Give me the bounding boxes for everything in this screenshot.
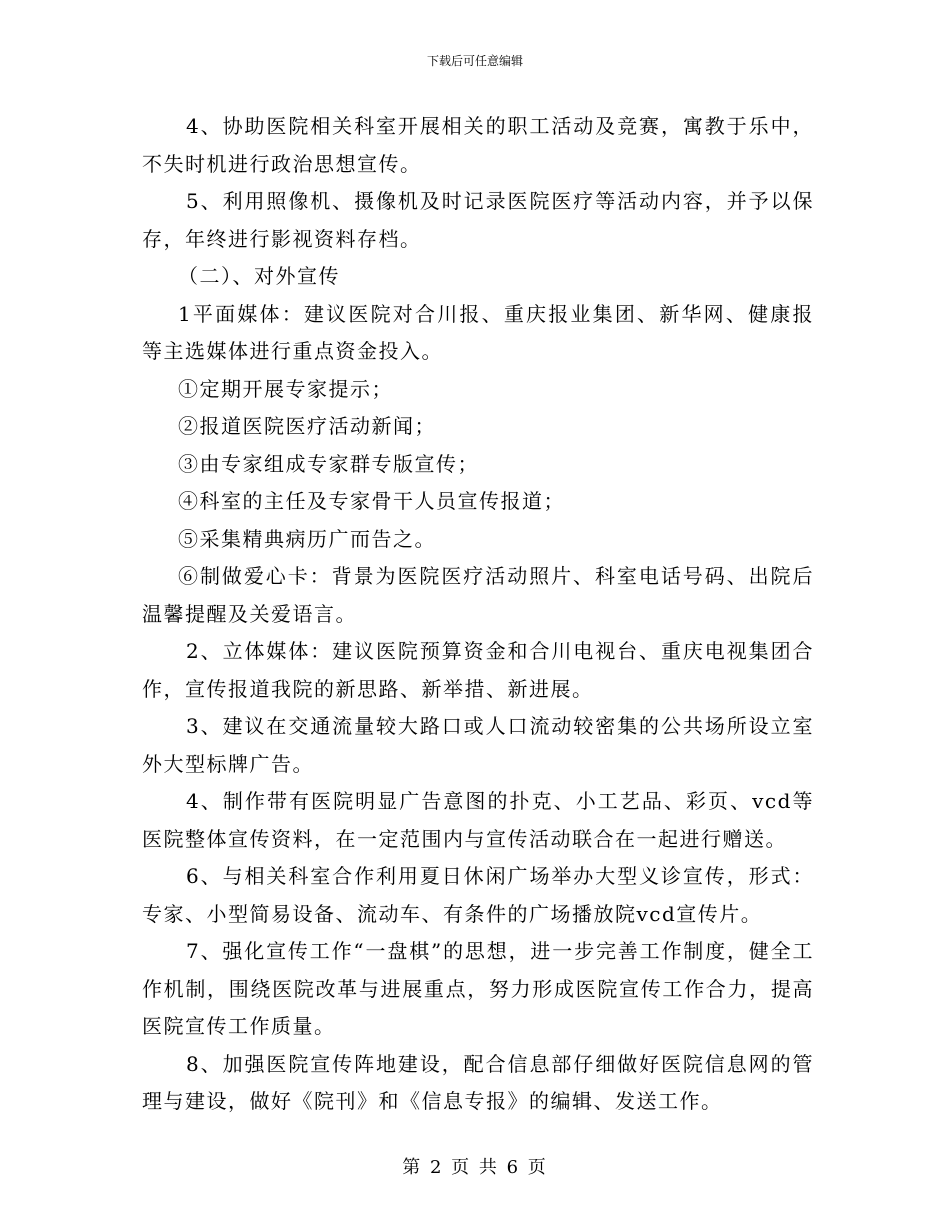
paragraph: 3、建议在交通流量较大路口或人口流动较密集的公共场所设立室外大型标牌广告。	[142, 714, 814, 776]
paragraph: 1平面媒体：建议医院对合川报、重庆报业集团、新华网、健康报等主选媒体进行重点资金投入。	[142, 301, 814, 363]
list-item: ①定期开展专家提示；	[178, 376, 393, 401]
paragraph: 4、协助医院相关科室开展相关的职工活动及竞赛，寓教于乐中，不失时机进行政治思想宣传。	[142, 114, 814, 176]
list-item: ⑥制做爱心卡：背景为医院医疗活动照片、科室电话号码、出院后温馨提醒及关爱语言。	[142, 564, 814, 626]
paragraph: 7、强化宣传工作“一盘棋”的思想，进一步完善工作制度，健全工作机制，围绕医院改革与进展重点，努力形成医院宣传工作合力，提高医院宣传工作质量。	[142, 939, 814, 1038]
list-item: ③由专家组成专家群专版宣传；	[178, 451, 479, 476]
paragraph: 2、立体媒体：建议医院预算资金和合川电视台、重庆电视集团合作，宣传报道我院的新思路、新举措、新进展。	[142, 639, 814, 701]
paragraph: 5、利用照像机、摄像机及时记录医院医疗等活动内容，并予以保存，年终进行影视资料存档。	[142, 189, 814, 251]
list-item: ②报道医院医疗活动新闻；	[178, 414, 436, 438]
paragraph: 4、制作带有医院明显广告意图的扑克、小工艺品、彩页、vcd等医院整体宣传资料，在一定范围内与宣传活动联合在一起进行赠送。	[142, 789, 814, 851]
page-number: 第 2 页 共 6 页	[402, 1157, 548, 1178]
document-body	[142, 108, 814, 1121]
paragraph: 8、加强医院宣传阵地建设，配合信息部仔细做好医院信息网的管理与建设，做好《院刊》和《信息专报》的编辑、发送工作。	[142, 1051, 814, 1113]
section-heading: （二）、对外宣传	[178, 264, 340, 288]
list-item: ⑤采集精典病历广而告之。	[178, 526, 436, 551]
paragraph: 6、与相关科室合作利用夏日休闲广场举办大型义诊宣传，形式：专家、小型简易设备、流动车、有条件的广场播放院vcd宣传片。	[142, 864, 814, 926]
page-header-note: 下载后可任意编辑	[426, 54, 523, 68]
list-item: ④科室的主任及专家骨干人员宣传报道；	[178, 489, 565, 513]
